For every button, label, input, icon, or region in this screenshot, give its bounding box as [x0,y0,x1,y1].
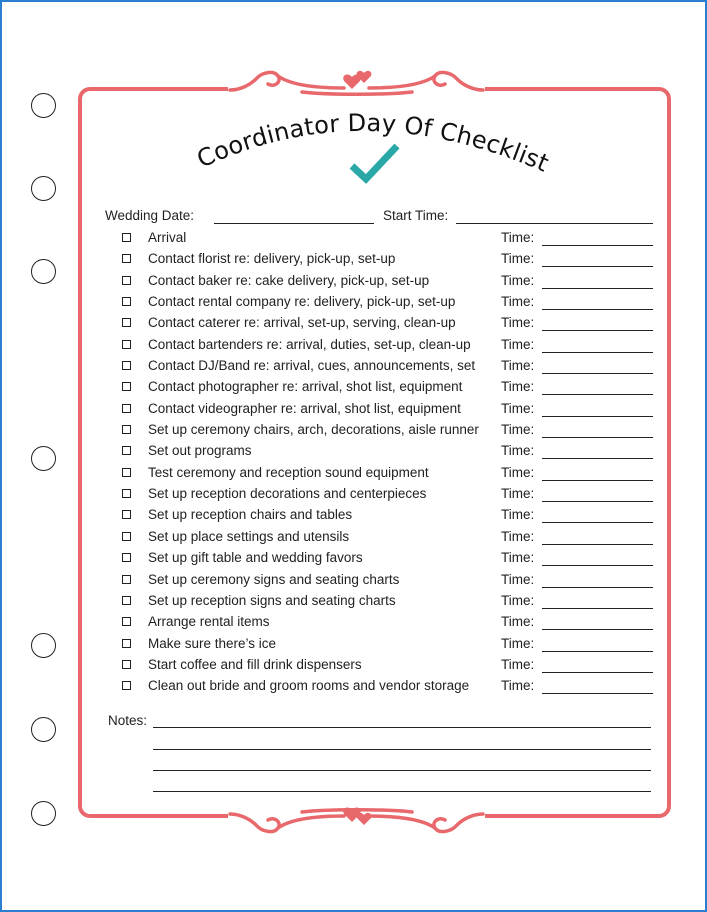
checklist-item [122,377,657,398]
time-field[interactable] [542,416,653,417]
notes-line[interactable] [153,770,651,771]
checklist-item [122,271,657,292]
binder-hole-1 [31,93,56,118]
checkbox[interactable] [122,340,131,349]
notes-section [108,712,653,802]
checklist-item [122,249,657,270]
checkbox[interactable] [122,681,131,690]
time-label: Time: [501,678,535,694]
time-field[interactable] [542,330,653,331]
wedding-date-label: Wedding Date: [105,208,195,223]
item-label: Contact caterer re: arrival, set-up, serving, clean-up [148,315,456,331]
time-label: Time: [501,635,535,651]
time-field[interactable] [542,587,653,588]
checkbox[interactable] [122,297,131,306]
checklist-item [122,420,657,441]
item-label: Contact florist re: delivery, pick-up, set-up [148,251,396,267]
checkbox[interactable] [122,425,131,434]
svg-text:Coordinator Day Of Checklist: Coordinator Day Of Checklist [192,108,553,178]
checklist-item [122,356,657,377]
binder-hole-3 [31,259,56,284]
checkbox[interactable] [122,510,131,519]
checklist-item [122,527,657,548]
time-label: Time: [501,400,535,416]
checklist-item [122,591,657,612]
item-label: Set up ceremony chairs, arch, decorations, aisle runner [148,422,479,438]
item-label: Set up reception signs and seating charts [148,592,396,608]
item-label: Set out programs [148,443,252,459]
checkbox[interactable] [122,617,131,626]
checkbox[interactable] [122,489,131,498]
time-field[interactable] [542,565,653,566]
time-label: Time: [501,528,535,544]
checklist-item [122,676,657,697]
time-label: Time: [501,251,535,267]
time-field[interactable] [542,501,653,502]
time-field[interactable] [542,288,653,289]
item-label: Arrange rental items [148,614,270,630]
binder-hole-7 [31,801,56,826]
checkbox[interactable] [122,553,131,562]
checkbox[interactable] [122,532,131,541]
time-label: Time: [501,379,535,395]
checklist-item [122,399,657,420]
time-label: Time: [501,614,535,630]
checkbox[interactable] [122,361,131,370]
time-field[interactable] [542,629,653,630]
time-label: Time: [501,230,535,245]
checkbox[interactable] [122,596,131,605]
time-field[interactable] [542,544,653,545]
item-label: Start coffee and fill drink dispensers [148,656,362,672]
binder-hole-4 [31,446,56,471]
checklist-item [122,441,657,462]
time-field[interactable] [542,352,653,353]
time-label: Time: [501,592,535,608]
checkbox[interactable] [122,404,131,413]
checklist [122,228,657,698]
checkbox[interactable] [122,276,131,285]
wedding-date-field[interactable] [214,223,374,224]
item-label: Contact videographer re: arrival, shot list, equipment [148,400,461,416]
start-time-label: Start Time: [383,208,449,223]
time-field[interactable] [542,309,653,310]
checkbox[interactable] [122,233,131,242]
time-field[interactable] [542,672,653,673]
time-field[interactable] [542,608,653,609]
time-field[interactable] [542,651,653,652]
checklist-item [122,612,657,633]
binder-hole-5 [31,633,56,658]
item-label: Contact DJ/Band re: arrival, cues, announcements, set [148,358,476,374]
time-field[interactable] [542,522,653,523]
time-label: Time: [501,507,535,523]
checkbox[interactable] [122,382,131,391]
header-fields [105,207,655,227]
time-label: Time: [501,422,535,438]
item-label: Make sure there’s ice [148,635,277,651]
checklist-item [122,548,657,569]
time-field[interactable] [542,245,653,246]
item-label: Contact photographer re: arrival, shot list, equipment [148,379,463,395]
checklist-item [122,313,657,334]
notes-line[interactable] [153,727,651,728]
checklist-item [122,634,657,655]
item-label: Contact rental company re: delivery, pick-up, set-up [148,294,456,310]
binder-hole-2 [31,176,56,201]
time-label: Time: [501,550,535,566]
time-label: Time: [501,272,535,288]
item-label: Set up reception chairs and tables [148,507,353,523]
time-field[interactable] [542,693,653,694]
time-field[interactable] [542,458,653,459]
checkbox[interactable] [122,660,131,669]
time-field[interactable] [542,437,653,438]
item-label: Set up gift table and wedding favors [148,550,363,566]
checklist-item [122,292,657,313]
item-label: Clean out bride and groom rooms and vendor storage [148,678,470,694]
checkbox[interactable] [122,639,131,648]
checklist-item [122,570,657,591]
checklist-item [122,228,657,249]
binder-hole-6 [31,717,56,742]
time-field[interactable] [542,394,653,395]
item-label: Set up place settings and utensils [148,528,350,544]
checklist-item [122,655,657,676]
time-label: Time: [501,358,535,374]
notes-line[interactable] [153,749,651,750]
item-label: Test ceremony and reception sound equipment [148,464,429,480]
time-label: Time: [501,315,535,331]
notes-label: Notes: [108,713,148,728]
time-label: Time: [501,443,535,459]
checkbox[interactable] [122,575,131,584]
checklist-item [122,484,657,505]
item-label: Contact bartenders re: arrival, duties, set-up, clean-up [148,336,471,352]
item-label: Set up ceremony signs and seating charts [148,571,400,587]
notes-line[interactable] [153,791,651,792]
time-label: Time: [501,336,535,352]
item-label: Arrival [148,230,187,245]
checklist-item [122,505,657,526]
time-label: Time: [501,294,535,310]
checkmark-icon [347,142,403,194]
checklist-item [122,463,657,484]
item-label: Set up reception decorations and centerpieces [148,486,427,502]
checkbox[interactable] [122,446,131,455]
item-label: Contact baker re: cake delivery, pick-up, set-up [148,272,430,288]
start-time-field[interactable] [456,223,653,224]
checkbox[interactable] [122,468,131,477]
time-label: Time: [501,486,535,502]
time-field[interactable] [542,266,653,267]
time-label: Time: [501,656,535,672]
checkbox[interactable] [122,254,131,263]
checkbox[interactable] [122,318,131,327]
time-field[interactable] [542,373,653,374]
time-field[interactable] [542,480,653,481]
time-label: Time: [501,571,535,587]
checklist-item [122,335,657,356]
time-label: Time: [501,464,535,480]
